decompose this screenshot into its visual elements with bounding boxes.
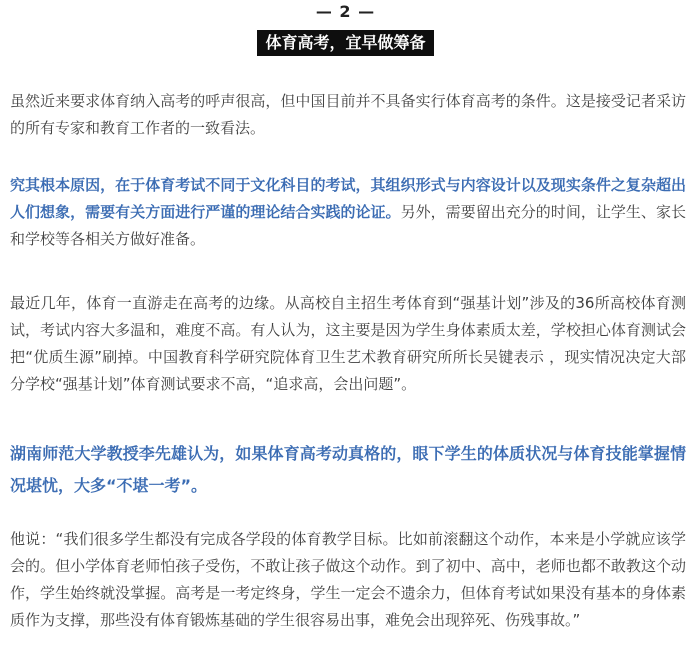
section-number: — 2 — <box>315 2 376 21</box>
paragraph-5: 他说：“我们很多学生都没有完成各学段的体育教学目标。比如前滚翻这个动作，本来是小学就应该学会的。但小学体育老师怕孩子受伤，不敢让孩子做这个动作。到了初中、高中，老师也都不敢教这个动作，学生始终就没掌握。高考是一考定终身，学生一定会不遗余力，但体育考试如果没有基本的身体素质作为支撑，那些没有体育锻炼基础的学生很容易出事，难免会出现猝死、伤残事故。” <box>10 530 686 629</box>
paragraph-2 <box>10 172 686 253</box>
section-title: 体育高考，宜早做筹备 <box>257 30 433 56</box>
paragraph-3: 最近几年，体育一直游走在高考的边缘。从高校自主招生考体育到“强基计划”涉及的36所高校体育测试，考试内容大多温和，难度不高。有人认为，这主要是因为学生身体素质太差，学校担心体育测试会把“优质生源”刷掉。中国教育科学研究院体育卫生艺术教育研究所所长吴键表示 ，现实情况决定大部分学校“强基计划”体育测试要求不高，“追求高，会出问题”。 <box>10 294 686 393</box>
paragraph-1: 虽然近来要求体育纳入高考的呼声很高，但中国目前并不具备实行体育高考的条件。这是接受记者采访的所有专家和教育工作者的一致看法。 <box>10 92 686 137</box>
paragraph-2-rest: 另外，需要留出充分的时间，让学生、家长和学校等各相关方做好准备。 <box>10 203 686 248</box>
paragraph-2-emphasis: 究其根本原因，在于体育考试不同于文化科目的考试，其组织形式与内容设计以及现实条件之复杂超出人们想象，需要有关方面进行严谨的理论结合实践的论证。 <box>10 176 686 221</box>
paragraph-4: 湖南师范大学教授李先雄认为，如果体育高考动真格的，眼下学生的体质状况与体育技能掌握情况堪忧，大多“不堪一考”。 <box>10 444 686 495</box>
section-title-wrap <box>0 30 691 56</box>
